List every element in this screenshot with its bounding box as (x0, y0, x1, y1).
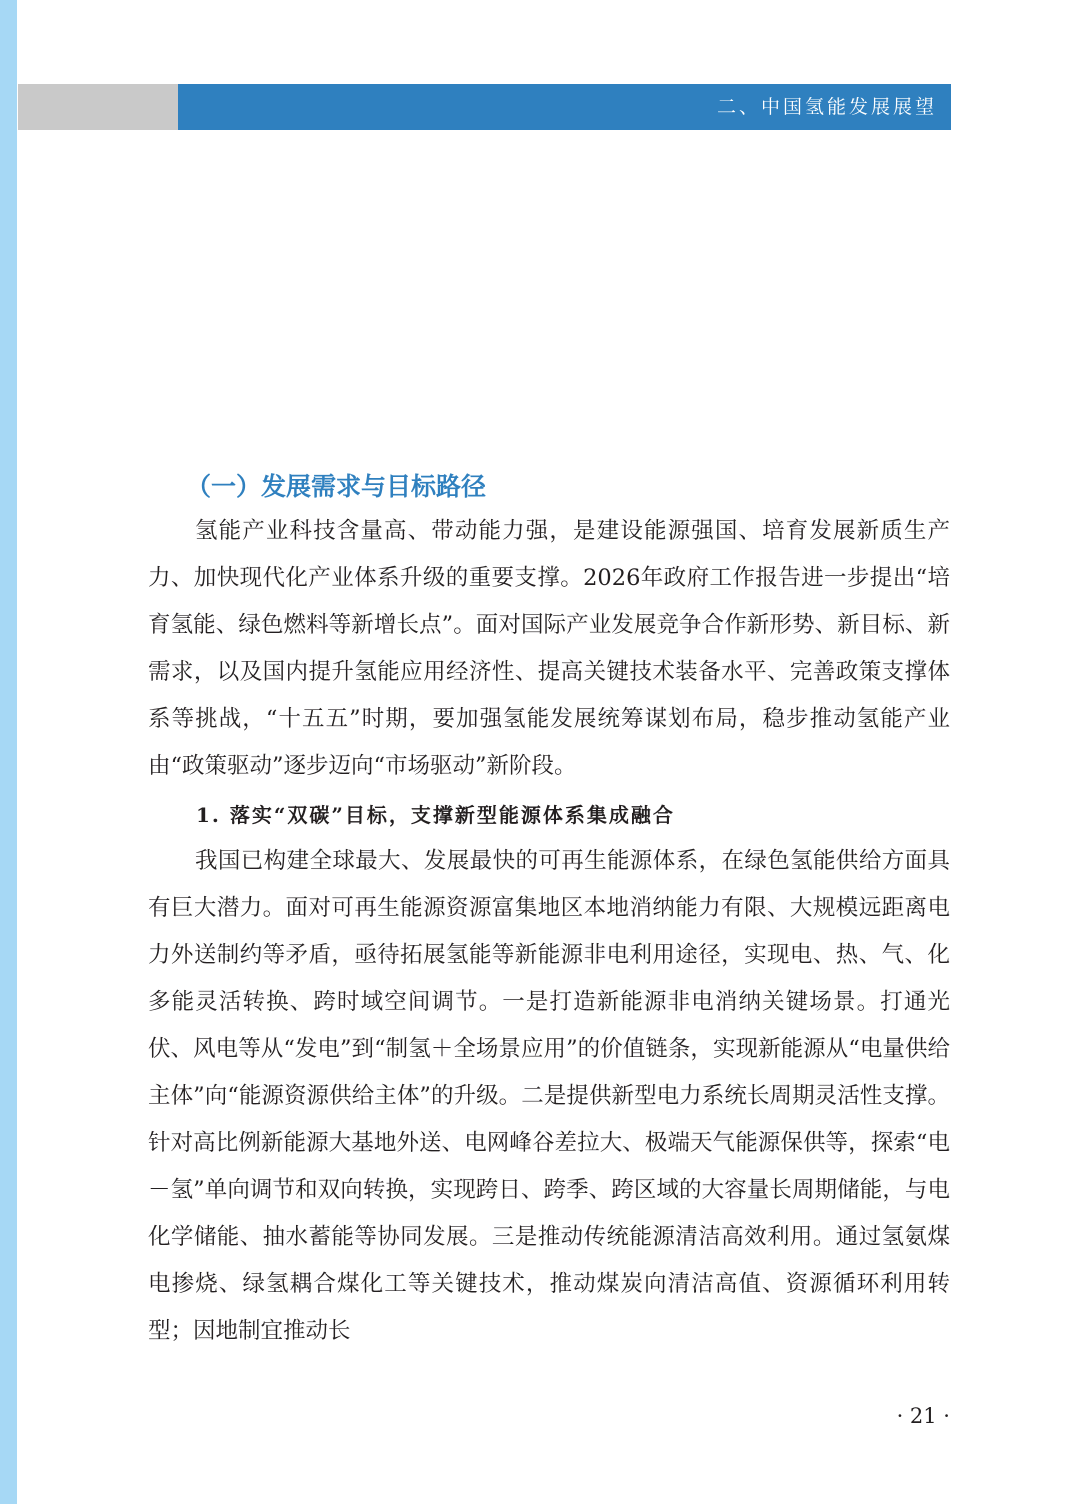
header-bar (178, 84, 951, 130)
chapter-title: 二、中国氢能发展展望 (716, 96, 937, 118)
body-paragraph-1: 氢能产业科技含量高、带动能力强，是建设能源强国、培育发展新质生产力、加快现代化产业体系升级的重要支撑。2026年政府工作报告进一步提出“培育氢能、绿色燃料等新增长点”。面对国际产业发展竞争合作新形势、新目标、新需求，以及国内提升氢能应用经济性、提高关键技术装备水平、完善政策支撑体系等挑战，“十五五”时期，要加强氢能发展统筹谋划布局，稳步推动氢能产业由“政策驱动”逐步迈向“市场驱动”新阶段。 (148, 518, 950, 779)
sub-heading-1: 1. 落实“双碳”目标，支撑新型能源体系集成融合 (196, 803, 675, 827)
header-gray-block (18, 84, 178, 130)
section-heading: （一）发展需求与目标路径 (186, 472, 487, 501)
body-paragraph-2: 我国已构建全球最大、发展最快的可再生能源体系，在绿色氢能供给方面具有巨大潜力。面对可再生能源资源富集地区本地消纳能力有限、大规模远距离电力外送制约等矛盾，亟待拓展氢能等新能源非电利用途径，实现电、热、气、化多能灵活转换、跨时域空间调节。一是打造新能源非电消纳关键场景。打通光伏、风电等从“发电”到“制氢＋全场景应用”的价值链条，实现新能源从“电量供给主体”向“能源资源供给主体”的升级。二是提供新型电力系统长周期灵活性支撑。针对高比例新能源大基地外送、电网峰谷差拉大、极端天气能源保供等，探索“电－氢”单向调节和双向转换，实现跨日、跨季、跨区域的大容量长周期储能，与电化学储能、抽水蓄能等协同发展。三是推动传统能源清洁高效利用。通过氢氨煤电掺烧、绿氢耦合煤化工等关键技术，推动煤炭向清洁高值、资源循环利用转型；因地制宜推动长 (148, 848, 950, 1344)
page-number: · 21 · (896, 1404, 950, 1428)
page-edge-stripe (0, 0, 17, 1504)
